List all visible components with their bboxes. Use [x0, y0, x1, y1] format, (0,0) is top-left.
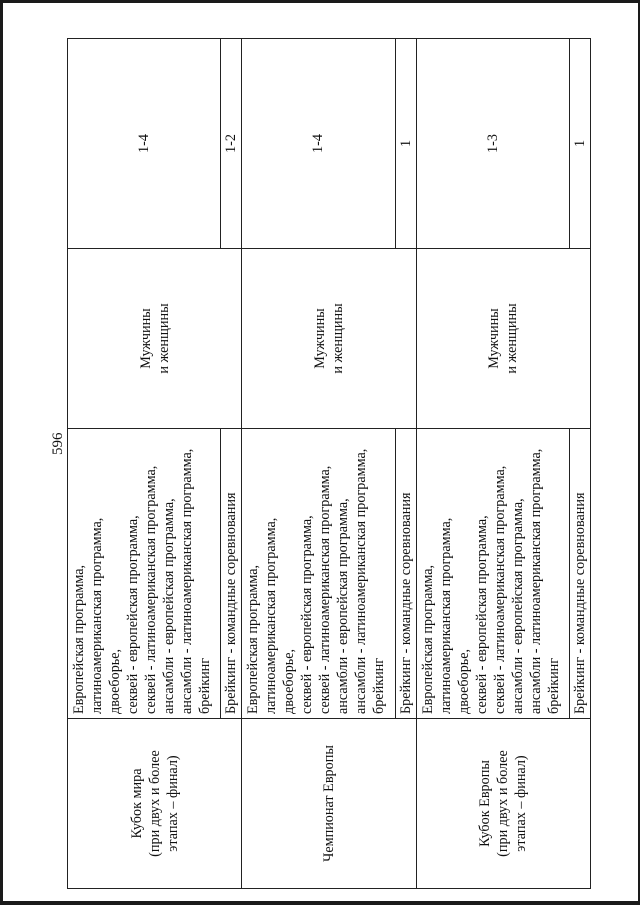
event-name-line: Чемпионат Европы [320, 745, 337, 862]
program-line: Европейская программа, [419, 564, 436, 714]
places-cell: 1-4 [68, 39, 221, 249]
program-line: двоеборье, [107, 648, 123, 714]
event-name-line: этапах – финал) [164, 755, 181, 852]
event-cell [416, 719, 590, 889]
program-cell [68, 429, 221, 719]
event-name-line: (при двух и более [495, 750, 512, 857]
page-number: 596 [50, 432, 66, 455]
gender-cell [68, 249, 242, 429]
program-line: секвей - латиноамериканская программа, [491, 465, 508, 714]
program-line: ансамбли - европейская программа, [509, 498, 526, 714]
scan-edge-left [0, 0, 3, 905]
program-line: ансамбли - латиноамериканская программа, [527, 448, 544, 714]
gender-line: и женщины [504, 303, 521, 374]
event-name-line: этапах – финал) [513, 755, 530, 852]
competition-table [67, 38, 591, 889]
program-line: брейкинг [371, 657, 388, 714]
program-line: брейкинг [197, 657, 213, 714]
program-line: Европейская программа, [71, 564, 87, 714]
program-line: секвей - европейская программа, [473, 515, 490, 714]
breaking-team-cell: Брейкинг - командные соревнования [395, 429, 416, 719]
event-name-line: Кубок Европы [477, 760, 494, 847]
program-line: ансамбли - латиноамериканская программа, [353, 448, 370, 714]
program-line: ансамбли - латиноамериканская программа, [179, 448, 195, 714]
breaking-places-cell: 1 [395, 39, 416, 249]
scan-edge-bottom [0, 901, 640, 905]
program-line: ансамбли - европейская программа, [335, 498, 352, 714]
event-cell [242, 719, 416, 889]
event-name-line: Кубок мира [128, 768, 145, 839]
places-cell: 1-4 [242, 39, 395, 249]
program-cell [416, 429, 569, 719]
breaking-places-cell: 1 [570, 39, 591, 249]
program-line: Европейская программа, [245, 564, 262, 714]
program-line: двоеборье, [455, 648, 472, 714]
program-line: секвей - латиноамериканская программа, [143, 465, 159, 714]
breaking-team-cell: Брейкинг - командные соревнования [221, 429, 242, 719]
gender-line: Мужчины [311, 308, 328, 369]
event-cell [68, 719, 242, 889]
program-line: ансамбли - европейская программа, [161, 498, 177, 714]
program-cell [242, 429, 395, 719]
gender-cell [242, 249, 416, 429]
gender-line: и женщины [329, 303, 346, 374]
rotated-page [67, 39, 591, 889]
gender-line: и женщины [155, 303, 172, 374]
gender-cell [416, 249, 590, 429]
breaking-places-cell: 1-2 [221, 39, 242, 249]
table-row [242, 39, 395, 889]
program-line: секвей - латиноамериканская программа, [317, 465, 334, 714]
program-line: брейкинг [545, 657, 562, 714]
gender-line: Мужчины [137, 308, 154, 369]
program-line: двоеборье, [281, 648, 298, 714]
program-line: латиноамериканская программа, [437, 517, 454, 714]
places-cell: 1-3 [416, 39, 569, 249]
table-row [416, 39, 569, 889]
event-name-line: (при двух и более [146, 750, 163, 857]
program-line: латиноамериканская программа, [263, 517, 280, 714]
program-line: секвей - европейская программа, [125, 515, 141, 714]
program-line: секвей - европейская программа, [299, 515, 316, 714]
program-line: латиноамериканская программа, [89, 517, 105, 714]
gender-line: Мужчины [486, 308, 503, 369]
scan-edge-top [0, 0, 640, 3]
breaking-team-cell: Брейкинг - командные соревнования [570, 429, 591, 719]
table-row [68, 39, 221, 889]
